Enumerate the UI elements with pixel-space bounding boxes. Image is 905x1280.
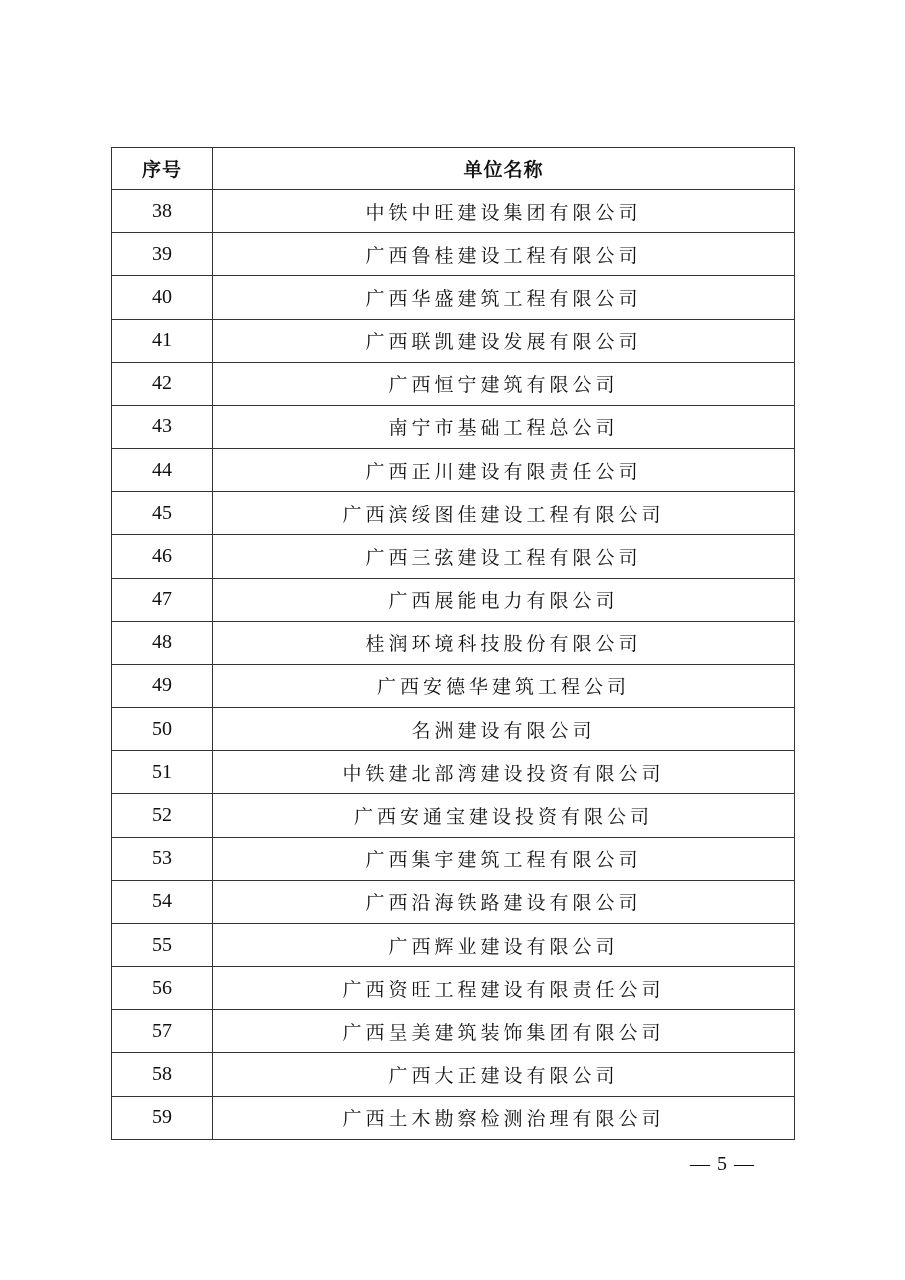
table-row bbox=[112, 492, 795, 535]
row-unit-name: 广西安德华建筑工程公司 bbox=[213, 664, 795, 707]
row-unit-name: 南宁市基础工程总公司 bbox=[213, 405, 795, 448]
row-serial-number: 44 bbox=[112, 449, 213, 492]
row-unit-name: 广西三弦建设工程有限公司 bbox=[213, 535, 795, 578]
company-list-table-wrapper bbox=[111, 147, 794, 1140]
row-unit-name: 桂润环境科技股份有限公司 bbox=[213, 621, 795, 664]
row-serial-number: 38 bbox=[112, 190, 213, 233]
row-unit-name: 广西联凯建设发展有限公司 bbox=[213, 319, 795, 362]
row-unit-name: 广西大正建设有限公司 bbox=[213, 1053, 795, 1096]
table-row bbox=[112, 967, 795, 1010]
table-row bbox=[112, 1096, 795, 1139]
row-serial-number: 41 bbox=[112, 319, 213, 362]
table-row bbox=[112, 923, 795, 966]
row-serial-number: 42 bbox=[112, 362, 213, 405]
row-serial-number: 52 bbox=[112, 794, 213, 837]
table-row bbox=[112, 233, 795, 276]
row-unit-name: 广西辉业建设有限公司 bbox=[213, 923, 795, 966]
row-serial-number: 53 bbox=[112, 837, 213, 880]
row-serial-number: 55 bbox=[112, 923, 213, 966]
row-serial-number: 59 bbox=[112, 1096, 213, 1139]
table-row bbox=[112, 276, 795, 319]
table-row bbox=[112, 664, 795, 707]
row-unit-name: 广西沿海铁路建设有限公司 bbox=[213, 880, 795, 923]
row-serial-number: 56 bbox=[112, 967, 213, 1010]
row-serial-number: 40 bbox=[112, 276, 213, 319]
table-header-row bbox=[112, 148, 795, 190]
row-serial-number: 49 bbox=[112, 664, 213, 707]
header-unit-name: 单位名称 bbox=[213, 148, 795, 190]
row-serial-number: 58 bbox=[112, 1053, 213, 1096]
row-unit-name: 广西集宇建筑工程有限公司 bbox=[213, 837, 795, 880]
table-row bbox=[112, 794, 795, 837]
row-serial-number: 43 bbox=[112, 405, 213, 448]
company-list-table bbox=[111, 147, 795, 1140]
row-unit-name: 广西呈美建筑装饰集团有限公司 bbox=[213, 1010, 795, 1053]
row-unit-name: 广西滨绥图佳建设工程有限公司 bbox=[213, 492, 795, 535]
row-serial-number: 45 bbox=[112, 492, 213, 535]
row-unit-name: 广西华盛建筑工程有限公司 bbox=[213, 276, 795, 319]
row-unit-name: 中铁建北部湾建设投资有限公司 bbox=[213, 751, 795, 794]
row-serial-number: 57 bbox=[112, 1010, 213, 1053]
row-serial-number: 39 bbox=[112, 233, 213, 276]
row-unit-name: 广西正川建设有限责任公司 bbox=[213, 449, 795, 492]
row-unit-name: 名洲建设有限公司 bbox=[213, 708, 795, 751]
table-row bbox=[112, 837, 795, 880]
table-row bbox=[112, 708, 795, 751]
table-row bbox=[112, 190, 795, 233]
table-row bbox=[112, 405, 795, 448]
header-serial-number: 序号 bbox=[112, 148, 213, 190]
table-row bbox=[112, 751, 795, 794]
row-serial-number: 51 bbox=[112, 751, 213, 794]
row-unit-name: 广西展能电力有限公司 bbox=[213, 578, 795, 621]
row-unit-name: 广西鲁桂建设工程有限公司 bbox=[213, 233, 795, 276]
row-unit-name: 广西土木勘察检测治理有限公司 bbox=[213, 1096, 795, 1139]
table-row bbox=[112, 621, 795, 664]
row-serial-number: 50 bbox=[112, 708, 213, 751]
row-serial-number: 54 bbox=[112, 880, 213, 923]
table-row bbox=[112, 1053, 795, 1096]
table-row bbox=[112, 449, 795, 492]
row-serial-number: 47 bbox=[112, 578, 213, 621]
row-serial-number: 48 bbox=[112, 621, 213, 664]
table-row bbox=[112, 319, 795, 362]
table-row bbox=[112, 578, 795, 621]
table-row bbox=[112, 362, 795, 405]
row-serial-number: 46 bbox=[112, 535, 213, 578]
table-row bbox=[112, 535, 795, 578]
row-unit-name: 广西资旺工程建设有限责任公司 bbox=[213, 967, 795, 1010]
row-unit-name: 广西安通宝建设投资有限公司 bbox=[213, 794, 795, 837]
table-row bbox=[112, 1010, 795, 1053]
table-row bbox=[112, 880, 795, 923]
row-unit-name: 中铁中旺建设集团有限公司 bbox=[213, 190, 795, 233]
page-number: — 5 — bbox=[690, 1153, 755, 1175]
row-unit-name: 广西恒宁建筑有限公司 bbox=[213, 362, 795, 405]
